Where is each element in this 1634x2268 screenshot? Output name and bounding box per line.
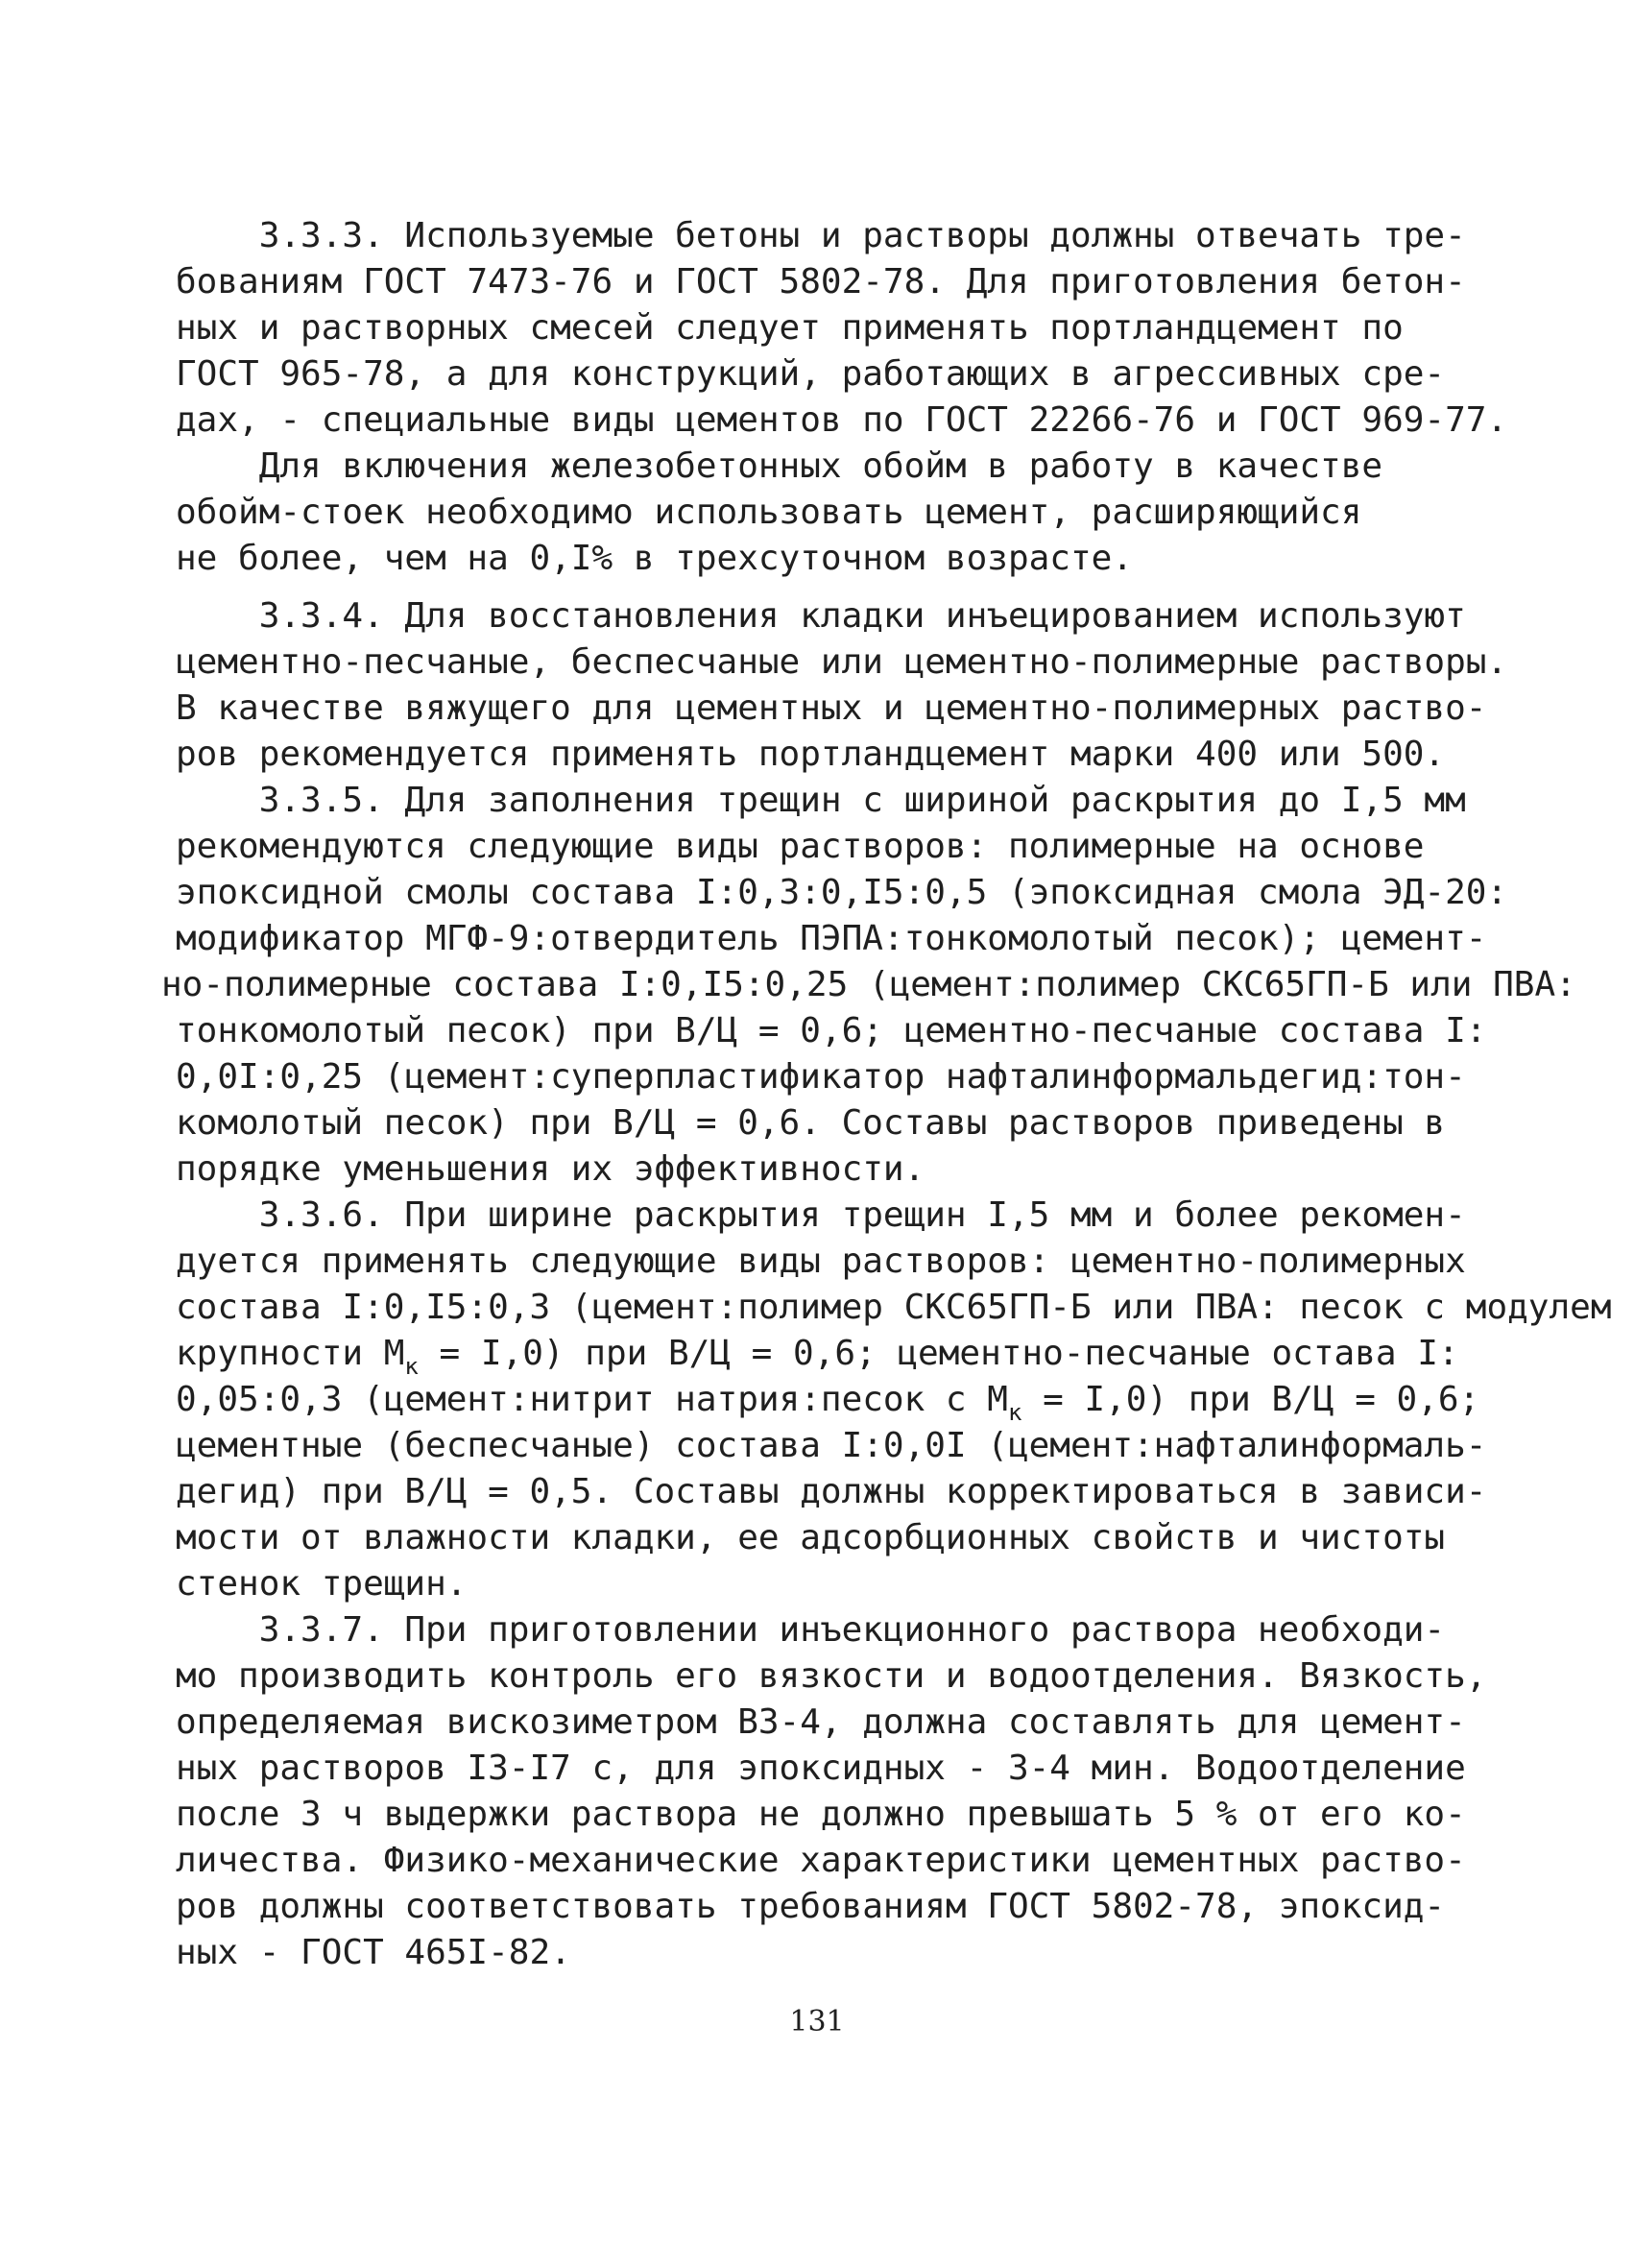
text-line: 3.3.3. Используемые бетоны и растворы должны отвечать тре- [176,216,1466,255]
text-line: тонкомолотый песок) при В/Ц = 0,6; цементно-песчаные состава I: [176,1011,1487,1050]
text-line: обойм-стоек необходимо использовать цемент, расширяющийся [176,493,1362,532]
subscript: к [1007,1399,1022,1426]
text-line: ных - ГОСТ 465I-82. [176,1933,571,1972]
text-line: 3.3.4. Для восстановления кладки инъецированием используют [176,596,1466,636]
text-line: 3.3.5. Для заполнения трещин с шириной раскрытия до I,5 мм [176,781,1466,820]
text-line: рекомендуются следующие виды растворов: полимерные на основе [176,827,1425,866]
text-line: дуется применять следующие виды растворов: цементно-полимерных [176,1242,1466,1281]
text-line: Для включения железобетонных обойм в работу в качестве [176,446,1383,486]
text-line: цементно-песчаные, беспесчаные или цементно-полимерные растворы. [176,642,1508,682]
text-line: В качестве вяжущего для цементных и цементно-полимерных раство- [176,688,1487,728]
text-line: ГОСТ 965-78, а для конструкций, работающих в агрессивных сре- [176,354,1446,394]
text-line: дегид) при В/Ц = 0,5. Составы должны корректироваться в зависи- [176,1472,1487,1511]
text-line: после 3 ч выдержки раствора не должно превышать 5 % от его ко- [176,1795,1466,1834]
text-segment: крупности М [176,1334,405,1373]
text-line: дах, - специальные виды цементов по ГОСТ 22266-76 и ГОСТ 969-77. [176,400,1508,440]
text-line: мости от влажности кладки, ее адсорбционных свойств и чистоты [176,1518,1446,1557]
text-segment: = I,0) при В/Ц = 0,6; [1021,1380,1480,1419]
text-segment: 0,05:0,3 (цемент:нитрит натрия:песок с М [176,1380,1008,1419]
text-line: ров должны соответствовать требованиям ГОСТ 5802-78, эпоксид- [176,1887,1446,1926]
text-line: но-полимерные состава I:0,I5:0,25 (цемент:полимер СКС65ГП-Б или ПВА: [161,965,1576,1004]
text-line: 0,0I:0,25 (цемент:суперпластификатор нафталинформальдегид:тон- [176,1057,1466,1097]
text-line: 3.3.7. При приготовлении инъекционного раствора необходи- [176,1610,1446,1650]
text-line: модификатор МГФ-9:отвердитель ПЭПА:тонкомолотый песок); цемент- [176,919,1487,958]
text-line: комолотый песок) при В/Ц = 0,6. Составы растворов приведены в [176,1103,1446,1143]
text-line: порядке уменьшения их эффективности. [176,1149,925,1189]
text-line: мо производить контроль его вязкости и водоотделения. Вязкость, [176,1656,1487,1696]
text-line: определяемая вискозиметром ВЗ-4, должна составлять для цемент- [176,1702,1466,1742]
text-line: бованиям ГОСТ 7473-76 и ГОСТ 5802-78. Для приготовления бетон- [176,262,1466,302]
text-line: 3.3.6. При ширине раскрытия трещин I,5 мм и более рекомен- [176,1195,1466,1235]
text-line: не более, чем на 0,I% в трехсуточном возрасте. [176,539,1133,578]
text-line: цементные (беспесчаные) состава I:0,0I (цемент:нафталинформаль- [176,1426,1487,1465]
text-line: стенок трещин. [176,1564,468,1604]
text-line [176,1377,1480,1426]
text-line: ных растворов I3-I7 с, для эпоксидных - 3-4 мин. Водоотделение [176,1749,1466,1788]
text-line: ров рекомендуется применять портландцемент марки 400 или 500. [176,735,1446,774]
page-number: 131 [789,2005,845,2039]
text-line: личества. Физико-механические характеристики цементных раство- [176,1841,1466,1880]
text-line [176,1331,1459,1380]
subscript: к [404,1353,419,1380]
text-segment: = I,0) при В/Ц = 0,6; цементно-песчаные остава I: [418,1334,1459,1373]
text-line: эпоксидной смолы состава I:0,3:0,I5:0,5 (эпоксидная смола ЭД-20: [176,873,1508,912]
text-line: ных и растворных смесей следует применять портландцемент по [176,308,1404,348]
text-line: состава I:0,I5:0,3 (цемент:полимер СКС65ГП-Б или ПВА: песок с модулем [176,1288,1612,1327]
